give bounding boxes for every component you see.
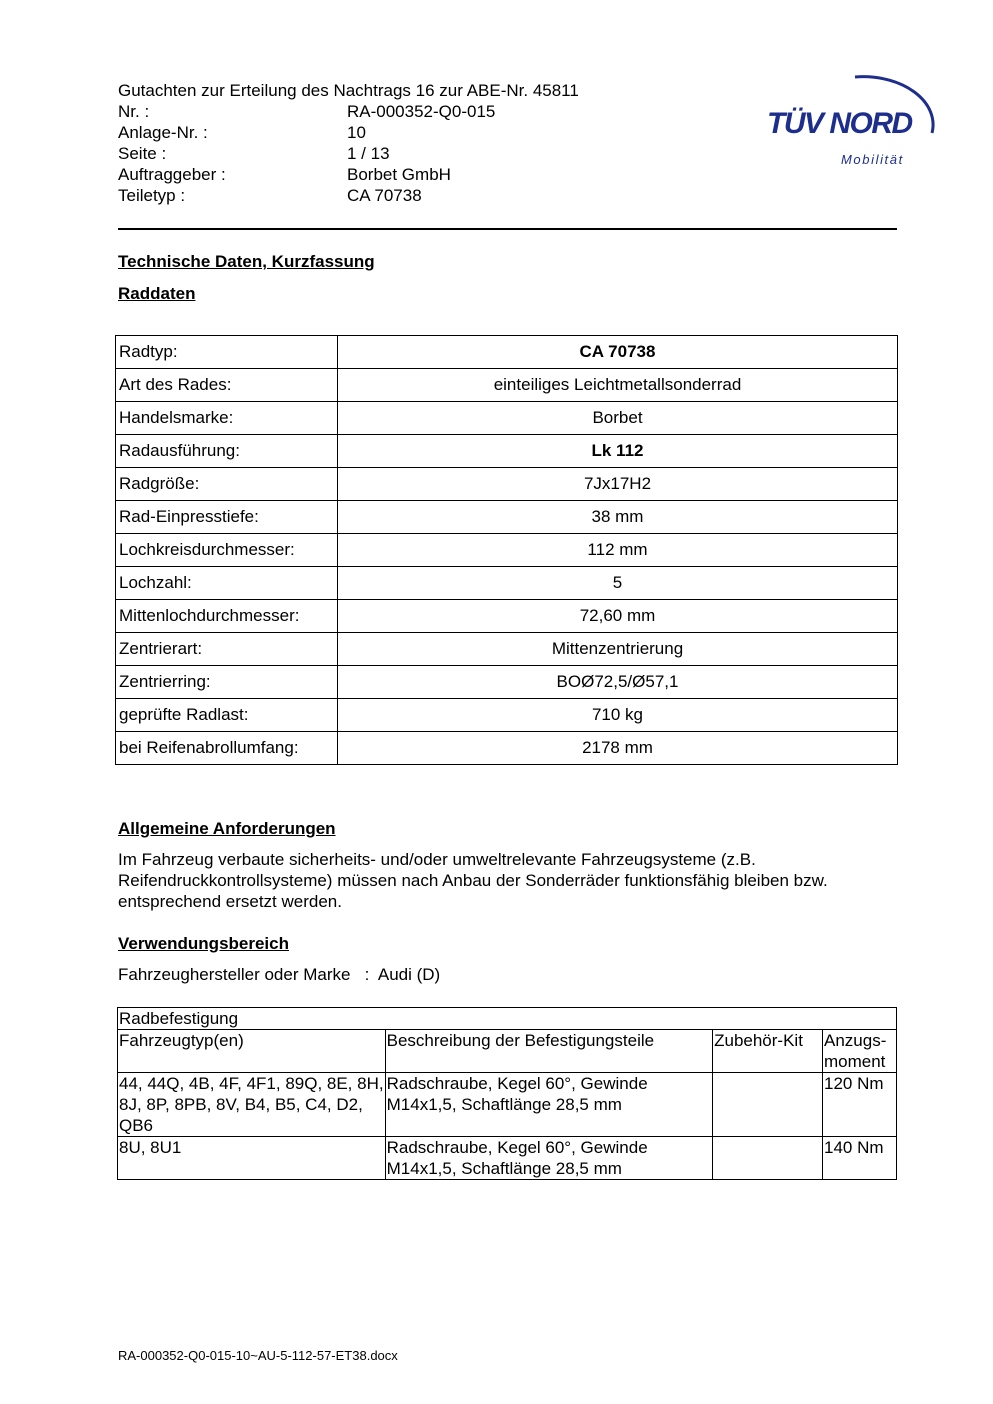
header-value: 10 <box>347 123 366 142</box>
header-label: Teiletyp : <box>118 186 186 205</box>
wheel-attribute-label: Zentrierring: <box>116 666 338 699</box>
column-header: Anzugs-moment <box>823 1030 897 1073</box>
header-row <box>118 185 738 206</box>
description-cell: Radschraube, Kegel 60°, Gewinde M14x1,5, Schaftlänge 28,5 mm <box>385 1137 712 1180</box>
header-row <box>118 122 738 143</box>
wheel-attribute-value: CA 70738 <box>338 336 898 369</box>
torque-cell: 120 Nm <box>823 1073 897 1137</box>
requirements-title: Allgemeine Anforderungen <box>118 819 336 838</box>
header-label: Nr. : <box>118 102 150 121</box>
logo-brand: TÜV NORD <box>767 107 912 140</box>
table-row <box>116 501 898 534</box>
report-title: Gutachten zur Erteilung des Nachtrags 16 zur ABE-Nr. 45811 <box>118 81 579 100</box>
wheel-attribute-value: 5 <box>338 567 898 600</box>
table-row <box>116 369 898 402</box>
wheel-attribute-label: Handelsmarke: <box>116 402 338 435</box>
torque-cell: 140 Nm <box>823 1137 897 1180</box>
header-divider <box>118 228 897 230</box>
header-row <box>118 143 738 164</box>
wheel-attribute-label: Mittenlochdurchmesser: <box>116 600 338 633</box>
wheel-attribute-label: Radtyp: <box>116 336 338 369</box>
wheel-attribute-value: Mittenzentrierung <box>338 633 898 666</box>
vehicle-types-cell: 44, 44Q, 4B, 4F, 4F1, 89Q, 8E, 8H, 8J, 8P, 8PB, 8V, B4, B5, C4, D2, QB6 <box>119 1074 384 1135</box>
wheel-attribute-label: Art des Rades: <box>116 369 338 402</box>
header-label: Auftraggeber : <box>118 165 226 184</box>
header-row <box>118 101 738 122</box>
wheel-attribute-value: 7Jx17H2 <box>338 468 898 501</box>
wheel-attribute-label: Rad-Einpresstiefe: <box>116 501 338 534</box>
usage-label: Fahrzeughersteller oder Marke <box>118 965 351 984</box>
table-row <box>116 336 898 369</box>
kit-cell <box>713 1073 823 1137</box>
tuv-nord-logo <box>760 55 945 175</box>
table-row <box>116 435 898 468</box>
table-row <box>116 600 898 633</box>
wheel-attribute-value: BOØ72,5/Ø57,1 <box>338 666 898 699</box>
wheel-attribute-label: Lochkreisdurchmesser: <box>116 534 338 567</box>
wheel-attribute-value: 2178 mm <box>338 732 898 765</box>
wheel-attribute-value: 38 mm <box>338 501 898 534</box>
table-row <box>116 666 898 699</box>
kit-cell <box>713 1137 823 1180</box>
header-row <box>118 164 738 185</box>
wheel-data-table <box>115 335 898 765</box>
wheel-attribute-value: Borbet <box>338 402 898 435</box>
header-label: Anlage-Nr. : <box>118 123 208 142</box>
wheel-attribute-value: 112 mm <box>338 534 898 567</box>
wheel-attribute-label: Zentrierart: <box>116 633 338 666</box>
table-row <box>116 732 898 765</box>
header-value: Borbet GmbH <box>347 165 451 184</box>
table-row <box>116 402 898 435</box>
header-value: CA 70738 <box>347 186 422 205</box>
table-row <box>116 468 898 501</box>
table-row <box>116 633 898 666</box>
document-header <box>118 80 738 206</box>
header-value: 1 / 13 <box>347 144 390 163</box>
wheel-attribute-value: Lk 112 <box>338 435 898 468</box>
section-subtitle: Raddaten <box>118 284 196 303</box>
header-label: Seite : <box>118 144 167 163</box>
wheel-attribute-label: Radgröße: <box>116 468 338 501</box>
table-row <box>116 567 898 600</box>
wheel-attribute-label: Lochzahl: <box>116 567 338 600</box>
header-value: RA-000352-Q0-015 <box>347 102 496 121</box>
column-header: Fahrzeugtyp(en) <box>118 1030 386 1073</box>
column-header: Zubehör-Kit <box>713 1030 823 1073</box>
logo-subtitle: Mobilität <box>841 152 904 167</box>
vehicle-types-cell: 8U, 8U1 <box>118 1137 386 1180</box>
wheel-attribute-value: 710 kg <box>338 699 898 732</box>
wheel-attribute-label: bei Reifenabrollumfang: <box>116 732 338 765</box>
table-row <box>116 699 898 732</box>
table-row <box>118 1137 897 1180</box>
wheel-attribute-value: 72,60 mm <box>338 600 898 633</box>
usage-value: Audi (D) <box>377 965 441 984</box>
fastening-table <box>117 1007 897 1180</box>
wheel-attribute-label: geprüfte Radlast: <box>116 699 338 732</box>
footer-filename: RA-000352-Q0-015-10~AU-5-112-57-ET38.docx <box>118 1348 398 1363</box>
wheel-attribute-label: Radausführung: <box>116 435 338 468</box>
usage-title: Verwendungsbereich <box>118 934 289 953</box>
fastening-title: Radbefestigung <box>118 1008 897 1030</box>
requirements-text: Im Fahrzeug verbaute sicherheits- und/oder umweltrelevante Fahrzeugsysteme (z.B. Reifendruckkontrollsysteme) müssen nach Anbau der Sonderräder funktionsfähig bleiben bzw. entsprechend ersetzt werden. <box>118 850 828 911</box>
column-header: Beschreibung der Befestigungsteile <box>385 1030 712 1073</box>
wheel-attribute-value: einteiliges Leichtmetallsonderrad <box>338 369 898 402</box>
description-cell: Radschraube, Kegel 60°, Gewinde M14x1,5, Schaftlänge 28,5 mm <box>385 1073 712 1137</box>
table-row <box>118 1073 897 1137</box>
section-title: Technische Daten, Kurzfassung <box>118 252 375 271</box>
usage-separator: : <box>364 965 370 984</box>
usage-line <box>118 965 440 985</box>
table-row <box>116 534 898 567</box>
